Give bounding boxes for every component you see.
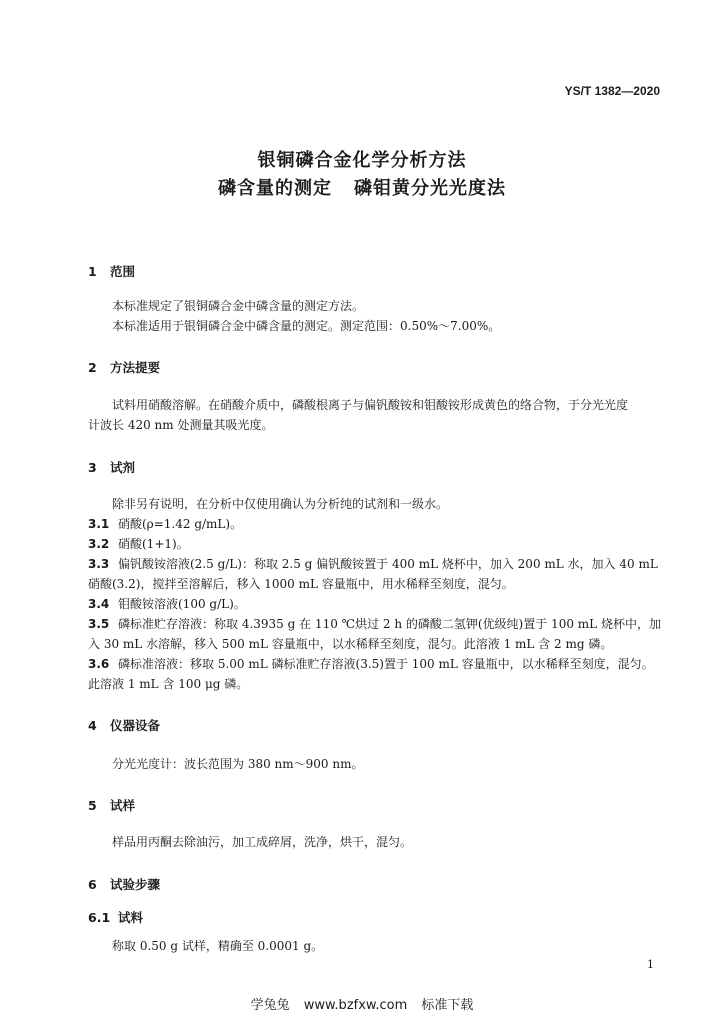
title-line-2-part-2: 磷钼黄分光光度法 <box>354 178 506 199</box>
section-title: 仪器设备 <box>110 718 161 733</box>
title-line-2-part-1: 磷含量的测定 <box>218 178 332 199</box>
title-line-2 <box>0 174 724 200</box>
section-number: 3 <box>88 460 97 475</box>
paragraph: 计波长 420 nm 处测量其吸光度。 <box>88 418 274 432</box>
paragraph: 本标准规定了银铜磷合金中磷含量的测定方法。 <box>112 299 365 313</box>
section-title: 试剂 <box>110 460 136 475</box>
list-item: 3.4 钼酸铵溶液(100 g/L)。 <box>88 597 246 611</box>
section-title: 方法提要 <box>110 360 161 375</box>
list-item: 3.6 磷标准溶液：移取 5.00 mL 磷标准贮存溶液(3.5)置于 100 mL 容量瓶中，以水稀释至刻度，混匀。 <box>88 657 654 671</box>
paragraph: 本标准适用于银铜磷合金中磷含量的测定。测定范围：0.50%～7.00%。 <box>112 319 501 333</box>
list-item-continuation: 此溶液 1 mL 含 100 μg 磷。 <box>88 677 249 691</box>
title-line-1: 银铜磷合金化学分析方法 <box>257 150 467 171</box>
section-heading-4 <box>88 716 160 734</box>
section-heading-1 <box>88 262 135 280</box>
section-number: 5 <box>88 798 97 813</box>
list-item-continuation: 硝酸(3.2)，搅拌至溶解后，移入 1000 mL 容量瓶中，用水稀释至刻度，混匀。 <box>88 577 514 591</box>
paragraph: 称取 0.50 g 试样，精确至 0.0001 g。 <box>112 939 324 953</box>
standard-code: YS/T 1382—2020 <box>564 84 660 98</box>
section-title: 试样 <box>110 798 136 813</box>
section-heading-6 <box>88 875 160 893</box>
section-number: 6 <box>88 877 97 892</box>
subsection-number: 6.1 <box>88 910 111 925</box>
subsection-heading <box>88 908 143 926</box>
page-number: 1 <box>647 958 654 971</box>
section-heading-5 <box>88 796 135 814</box>
section-title: 试验步骤 <box>110 877 161 892</box>
section-number: 1 <box>88 264 97 279</box>
list-item-continuation: 入 30 mL 水溶解，移入 500 mL 容量瓶中，以水稀释至刻度，混匀。此溶液 1 mL 含 2 mg 磷。 <box>88 637 613 651</box>
list-item: 3.3 偏钒酸铵溶液(2.5 g/L)：称取 2.5 g 偏钒酸铵置于 400 mL 烧杯中，加入 200 mL 水，加入 40 mL <box>88 557 658 571</box>
section-heading-3 <box>88 458 135 476</box>
paragraph: 试料用硝酸溶解。在硝酸介质中，磷酸根离子与偏钒酸铵和钼酸铵形成黄色的络合物，于分光光度 <box>112 398 629 412</box>
section-heading-2 <box>88 358 160 376</box>
paragraph: 分光光度计：波长范围为 380 nm～900 nm。 <box>112 757 364 771</box>
section-number: 4 <box>88 718 97 733</box>
list-item: 3.2 硝酸(1+1)。 <box>88 537 189 551</box>
paragraph: 除非另有说明，在分析中仅使用确认为分析纯的试剂和一级水。 <box>112 497 449 511</box>
section-number: 2 <box>88 360 97 375</box>
footer-watermark: 学兔兔 www.bzfxw.com 标准下载 <box>250 998 474 1013</box>
section-title: 范围 <box>110 264 136 279</box>
subsection-title: 试料 <box>118 910 144 925</box>
list-item: 3.5 磷标准贮存溶液：称取 4.3935 g 在 110 ℃烘过 2 h 的磷酸二氢钾(优级纯)置于 100 mL 烧杯中，加 <box>88 617 661 631</box>
paragraph: 样品用丙酮去除油污，加工成碎屑，洗净，烘干，混匀。 <box>112 835 413 849</box>
list-item: 3.1 硝酸(ρ=1.42 g/mL)。 <box>88 517 243 531</box>
